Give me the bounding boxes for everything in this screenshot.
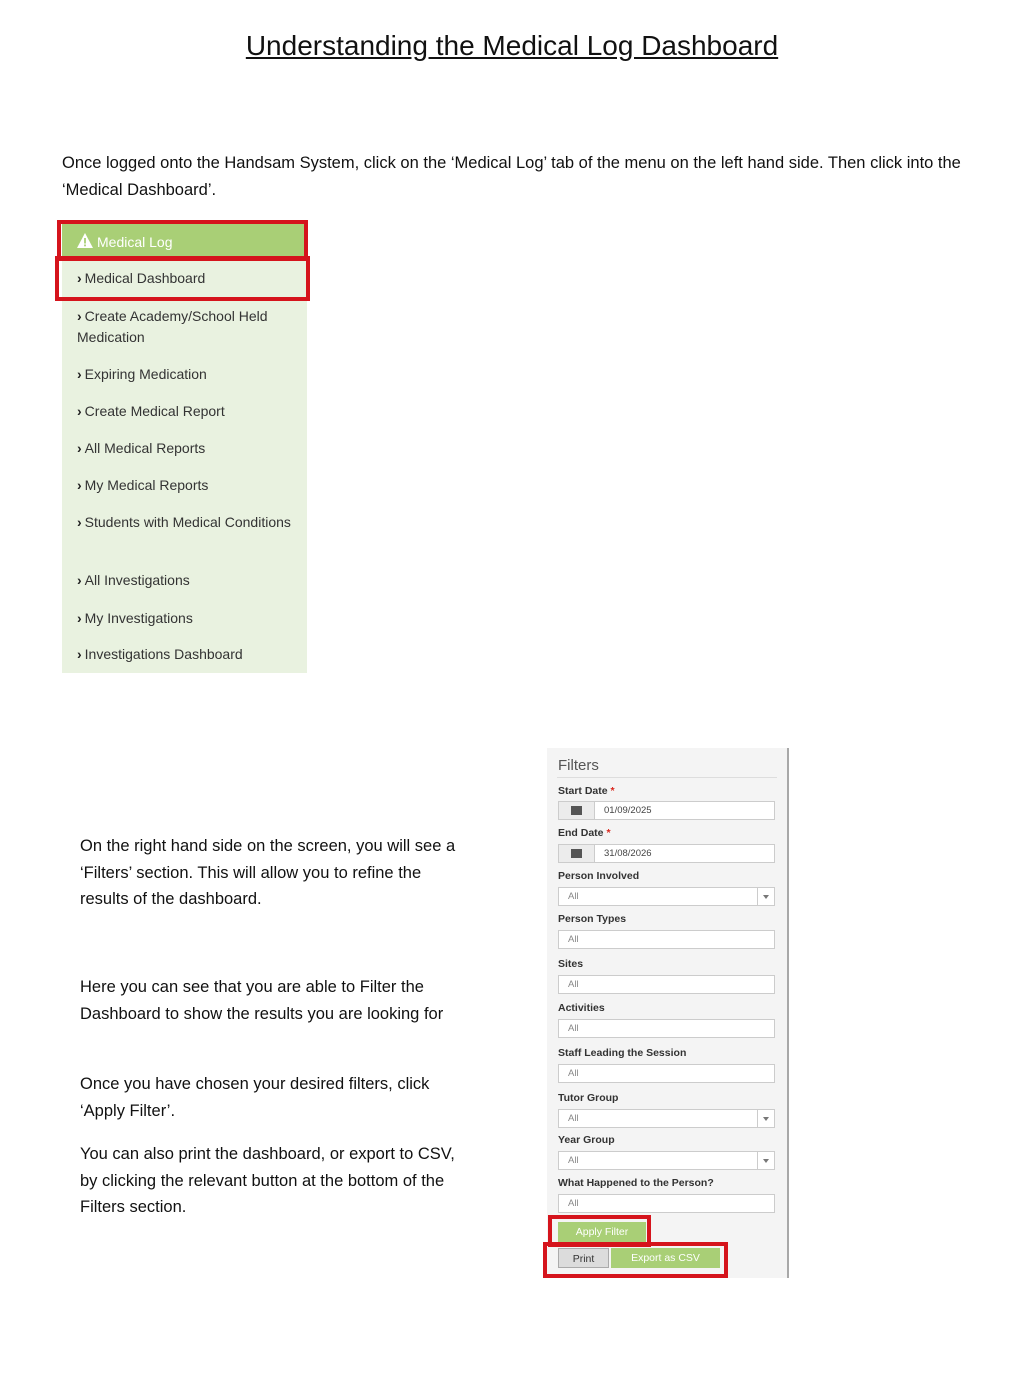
menu-item-label: Create Medical Report	[84, 403, 225, 419]
menu-item-label: Create Academy/School Held Medication	[77, 308, 268, 345]
document-title: Understanding the Medical Log Dashboard	[245, 30, 779, 61]
end-date-label	[558, 827, 611, 839]
required-marker: *	[606, 827, 611, 839]
chevron-right-icon: ›	[77, 477, 82, 493]
activities-label: Activities	[558, 1002, 605, 1014]
print-export-paragraph: You can also print the dashboard, or export to CSV, by clicking the relevant button at the bottom of the Filters section.	[80, 1145, 455, 1216]
menu-item-label: My Medical Reports	[84, 477, 209, 493]
apply-filter-paragraph: Once you have chosen your desired filters, click ‘Apply Filter’.	[80, 1075, 430, 1120]
chevron-right-icon: ›	[77, 366, 82, 382]
menu-item-my-investigations[interactable]	[77, 608, 302, 629]
activities-value: All	[568, 1023, 579, 1034]
tutor-group-select[interactable]	[558, 1109, 775, 1128]
chevron-down-icon[interactable]	[757, 1110, 774, 1127]
what-happened-value: All	[568, 1198, 579, 1209]
menu-header-label: Medical Log	[97, 234, 173, 250]
sites-field[interactable]	[558, 975, 775, 994]
menu-item-label: All Medical Reports	[84, 440, 206, 456]
what-happened-label: What Happened to the Person?	[558, 1177, 714, 1189]
chevron-right-icon: ›	[77, 514, 82, 530]
end-date-value: 31/08/2026	[604, 848, 652, 859]
menu-item-create-held-medication[interactable]	[77, 306, 302, 348]
chevron-right-icon: ›	[77, 440, 82, 456]
menu-item-label: Expiring Medication	[84, 366, 207, 382]
tutor-group-label: Tutor Group	[558, 1092, 619, 1104]
person-types-field[interactable]	[558, 930, 775, 949]
filters-title: Filters	[558, 757, 599, 774]
chevron-right-icon: ›	[77, 270, 82, 286]
menu-item-label: All Investigations	[84, 572, 190, 588]
print-button[interactable]: Print	[558, 1248, 609, 1268]
menu-item-all-medical-reports[interactable]	[77, 438, 302, 459]
apply-filter-button[interactable]: Apply Filter	[558, 1222, 646, 1242]
chevron-right-icon: ›	[77, 646, 82, 662]
year-group-select[interactable]	[558, 1151, 775, 1170]
activities-field[interactable]	[558, 1019, 775, 1038]
calendar-icon[interactable]	[559, 802, 595, 819]
chevron-right-icon: ›	[77, 572, 82, 588]
menu-item-label: Students with Medical Conditions	[84, 514, 291, 530]
tutor-group-value: All	[568, 1113, 579, 1124]
menu-item-all-investigations[interactable]	[77, 570, 302, 591]
required-marker: *	[610, 785, 615, 797]
person-types-label: Person Types	[558, 913, 627, 925]
menu-item-label: My Investigations	[84, 610, 193, 626]
highlight-box-medical-dashboard	[55, 256, 310, 301]
person-involved-value: All	[568, 891, 579, 902]
filters-paragraph: On the right hand side on the screen, you will see a ‘Filters’ section. This will allow you to refine the results of the dashboard.	[80, 837, 456, 908]
end-date-label-text: End Date	[558, 827, 604, 839]
highlight-box-print-export	[543, 1242, 728, 1278]
start-date-label	[558, 785, 615, 797]
year-group-label: Year Group	[558, 1134, 615, 1146]
intro-paragraph: Once logged onto the Handsam System, click on the ‘Medical Log’ tab of the menu on the left hand side. Then click into the ‘Medical Dashboard’.	[62, 154, 961, 199]
end-date-field[interactable]	[558, 844, 775, 863]
menu-item-label: Investigations Dashboard	[84, 646, 243, 662]
filters-panel	[547, 748, 789, 1278]
export-csv-button[interactable]: Export as CSV	[611, 1248, 720, 1268]
menu-item-students-medical-conditions[interactable]	[77, 512, 302, 533]
sites-label: Sites	[558, 958, 584, 970]
chevron-down-icon[interactable]	[757, 1152, 774, 1169]
calendar-icon[interactable]	[559, 845, 595, 862]
highlight-box-medical-log	[57, 220, 308, 261]
start-date-label-text: Start Date	[558, 785, 608, 797]
chevron-down-icon[interactable]	[757, 888, 774, 905]
start-date-field[interactable]	[558, 801, 775, 820]
start-date-value: 01/09/2025	[604, 805, 652, 816]
what-happened-field[interactable]	[558, 1194, 775, 1213]
staff-leading-field[interactable]	[558, 1064, 775, 1083]
staff-leading-label: Staff Leading the Session	[558, 1047, 687, 1059]
person-involved-select[interactable]	[558, 887, 775, 906]
staff-leading-value: All	[568, 1068, 579, 1079]
filter-purpose-paragraph: Here you can see that you are able to Filter the Dashboard to show the results you are looking for	[80, 978, 444, 1023]
chevron-right-icon: ›	[77, 610, 82, 626]
filters-divider	[557, 777, 777, 778]
menu-item-create-medical-report[interactable]	[77, 401, 302, 422]
person-types-value: All	[568, 934, 579, 945]
menu-item-expiring-medication[interactable]	[77, 364, 302, 385]
person-involved-label: Person Involved	[558, 870, 640, 882]
year-group-value: All	[568, 1155, 579, 1166]
menu-item-label: Medical Dashboard	[84, 270, 206, 286]
chevron-right-icon: ›	[77, 403, 82, 419]
menu-item-investigations-dashboard[interactable]	[77, 644, 302, 665]
chevron-right-icon: ›	[77, 308, 82, 324]
sites-value: All	[568, 979, 579, 990]
menu-item-my-medical-reports[interactable]	[77, 475, 302, 496]
